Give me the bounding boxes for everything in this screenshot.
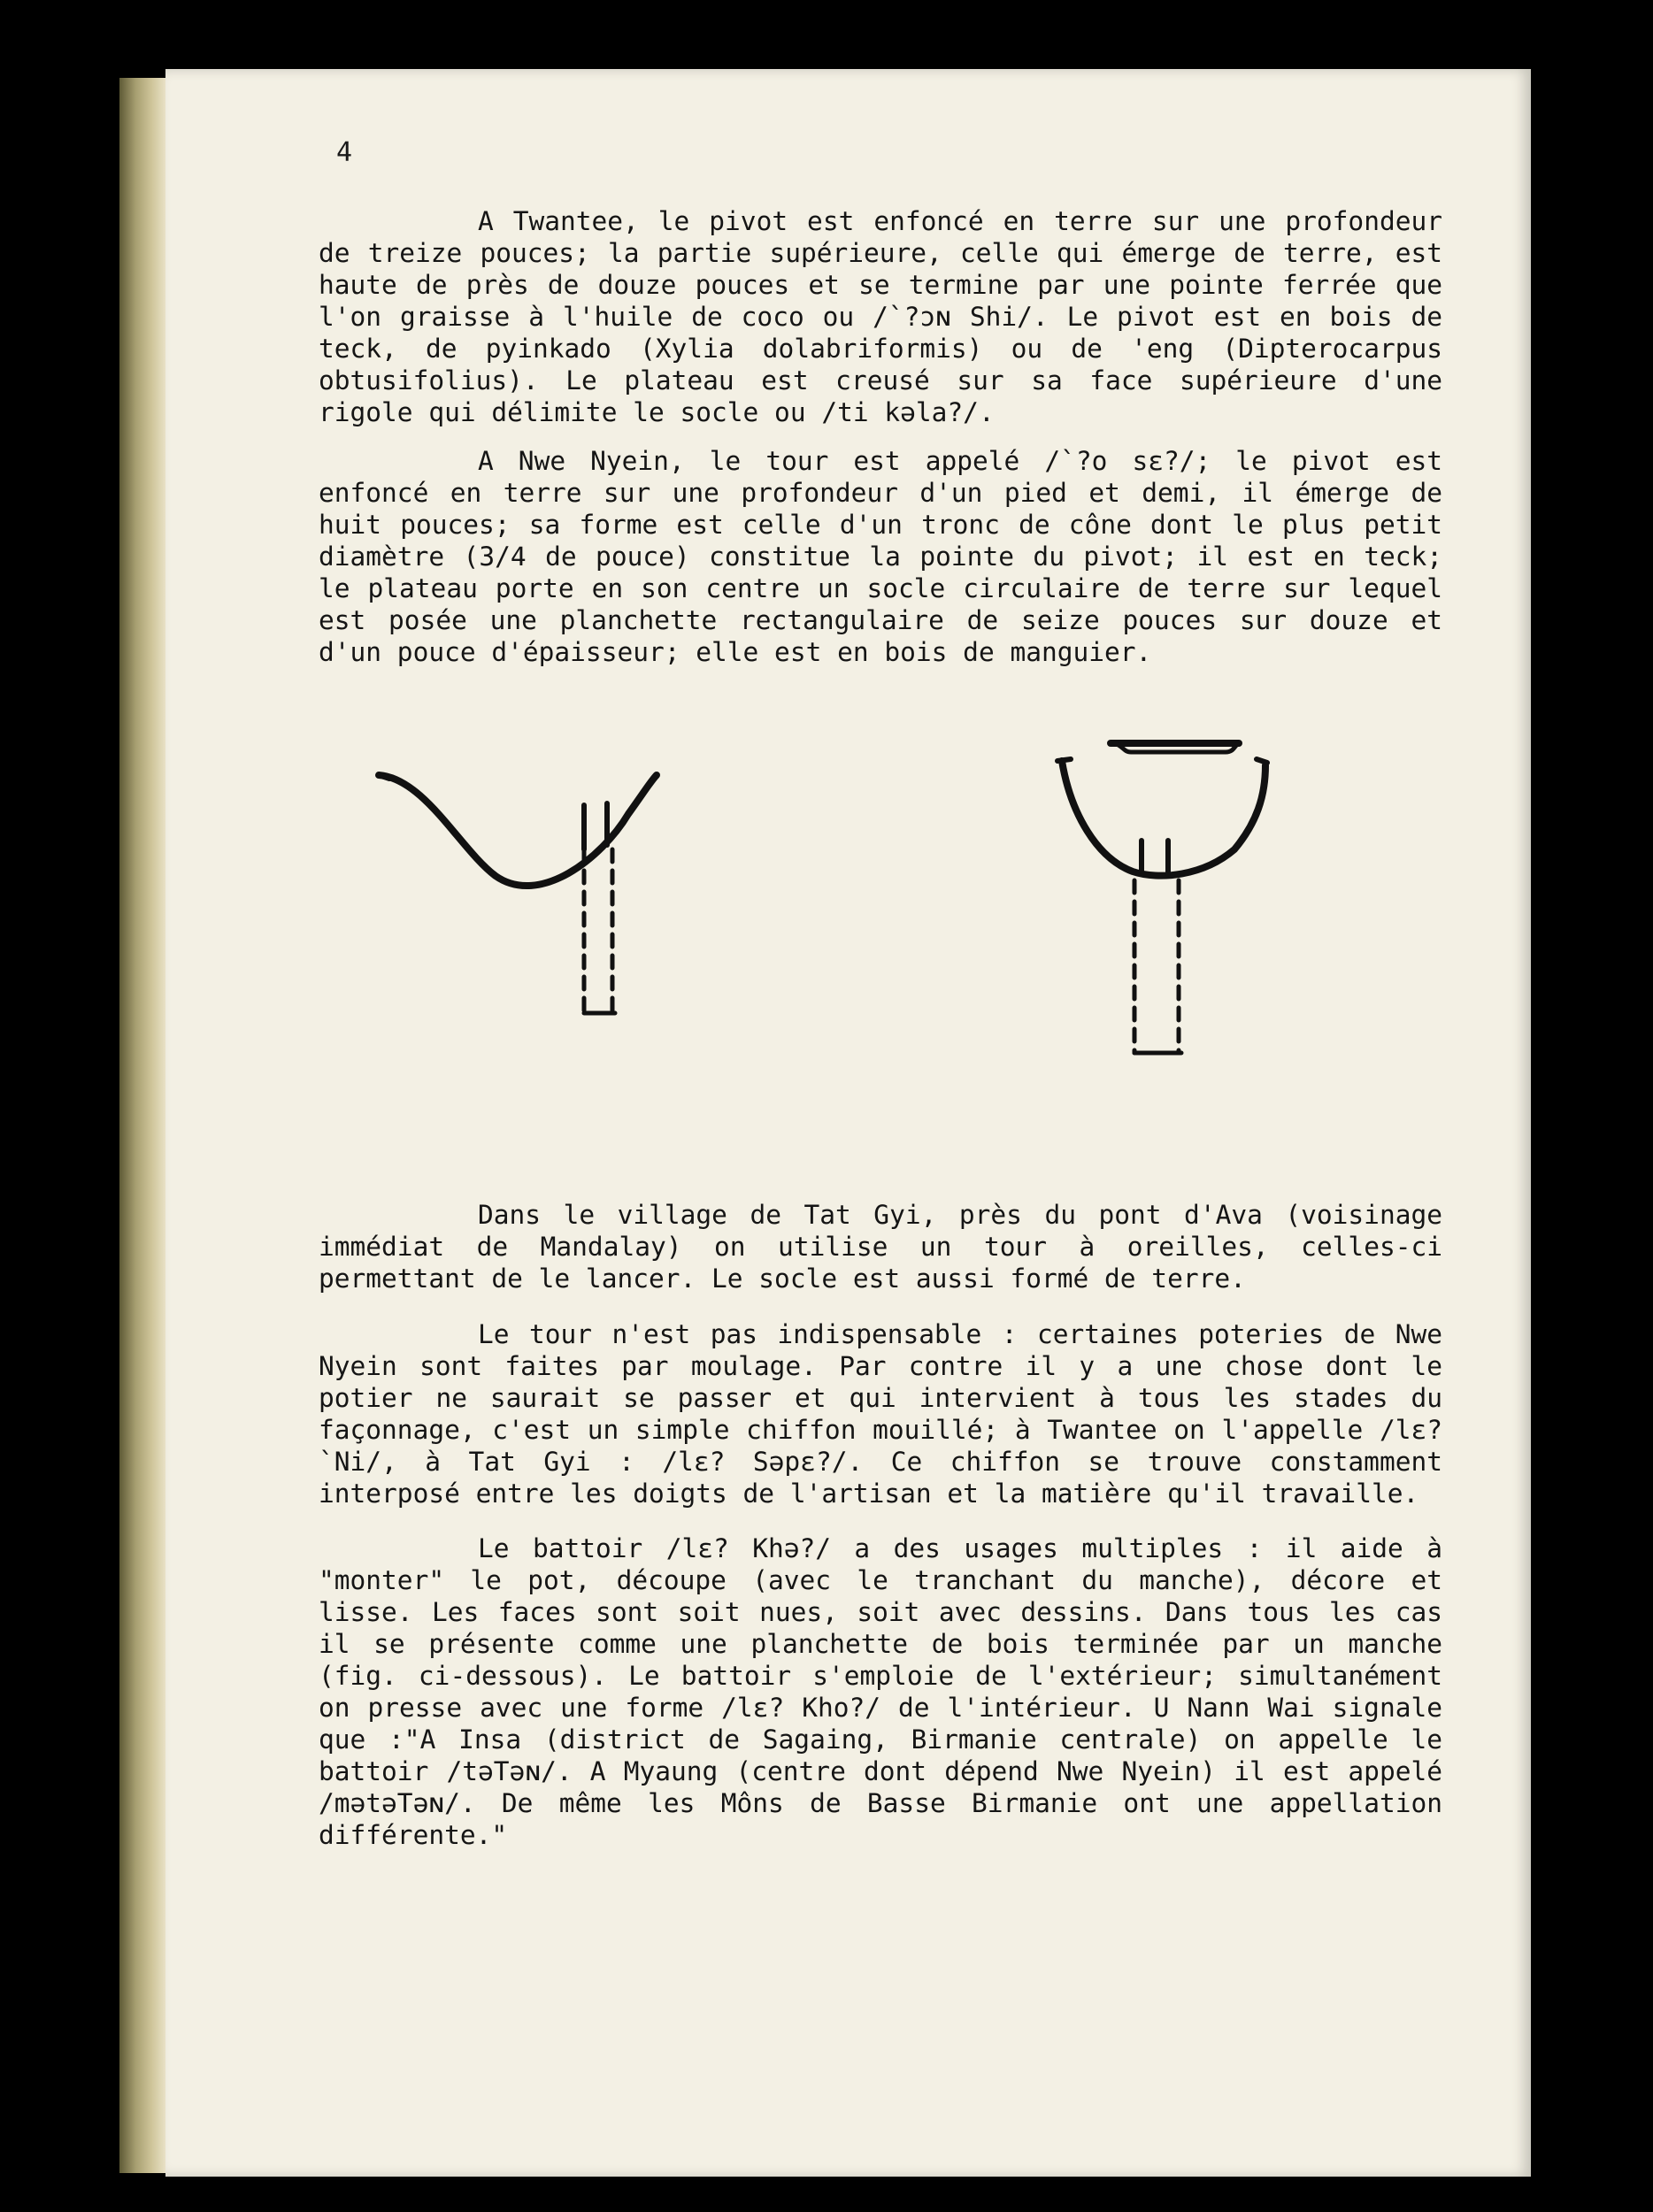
- book-binding: [119, 78, 165, 2173]
- paragraph-twantee: A Twantee, le pivot est enfoncé en terre sur une profondeur de treize pouces; la partie supérieure, celle qui émerge de terre, est haute de près de douze pouces et se termine par une pointe ferrée que l'on graisse à l'huile de coco ou /`?ɔɴ Shi/. Le pivot est en bois de teck, de pyinkado (Xylia dolabriformis) ou de 'eng (Dipterocarpus obtusifolius). Le plateau est creusé sur sa face supérieure d'une rigole qui délimite le socle ou /ti kəla?/.: [319, 206, 1442, 427]
- page-number: 4: [336, 137, 353, 168]
- paragraph-tat-gyi: Dans le village de Tat Gyi, près du pont d'Ava (voisinage immédiat de Mandalay) on utilise un tour à oreilles, celles-ci permettant de le lancer. Le socle est aussi formé de terre.: [319, 1200, 1442, 1294]
- paragraph-chiffon: Le tour n'est pas indispensable : certaines poteries de Nwe Nyein sont faites par moulage. Par contre il y a une chose dont le potier ne saurait se passer et qui intervient à tous les stades du façonnage, c'est un simple chiffon mouillé; à Twantee on l'appelle /lɛ? `Ni/, à Tat Gyi : /lɛ? Səpɛ?/. Ce chiffon se trouve constamment interposé entre les doigts de l'artisan et la matière qu'il travaille.: [319, 1319, 1442, 1509]
- paragraph-battoir: Le battoir /lɛ? Khə?/ a des usages multiples : il aide à "monter" le pot, découpe (avec le tranchant du manche), décore et lisse. Les faces sont soit nues, soit avec dessins. Dans tous les cas il se présente comme une planchette de bois terminée par un manche (fig. ci-dessous). Le battoir s'emploie de l'extérieur; simultanément on presse avec une forme /lɛ? Kho?/ de l'intérieur. U Nann Wai signale que :"A Insa (district de Sagaing, Birmanie centrale) on appelle le battoir /təTəɴ/. A Myaung (centre dont dépend Nwe Nyein) il est appelé /mətəTəɴ/. De même les Môns de Basse Birmanie ont une appellation différente.": [319, 1533, 1442, 1850]
- paragraph-nwe-nyein: A Nwe Nyein, le tour est appelé /`?o sɛ?/; le pivot est enfoncé en terre sur une profondeur d'un pied et demi, il émerge de huit pouces; sa forme est celle d'un tronc de cône dont le plus petit diamètre (3/4 de pouce) constitue la pointe du pivot; il est en teck; le plateau porte en son centre un socle circulaire de terre sur lequel est posée une planchette rectangulaire de seize pouces sur douze et d'un pouce d'épaisseur; elle est en bois de manguier.: [319, 446, 1442, 667]
- potter-wheel-sketches: [363, 717, 1451, 1097]
